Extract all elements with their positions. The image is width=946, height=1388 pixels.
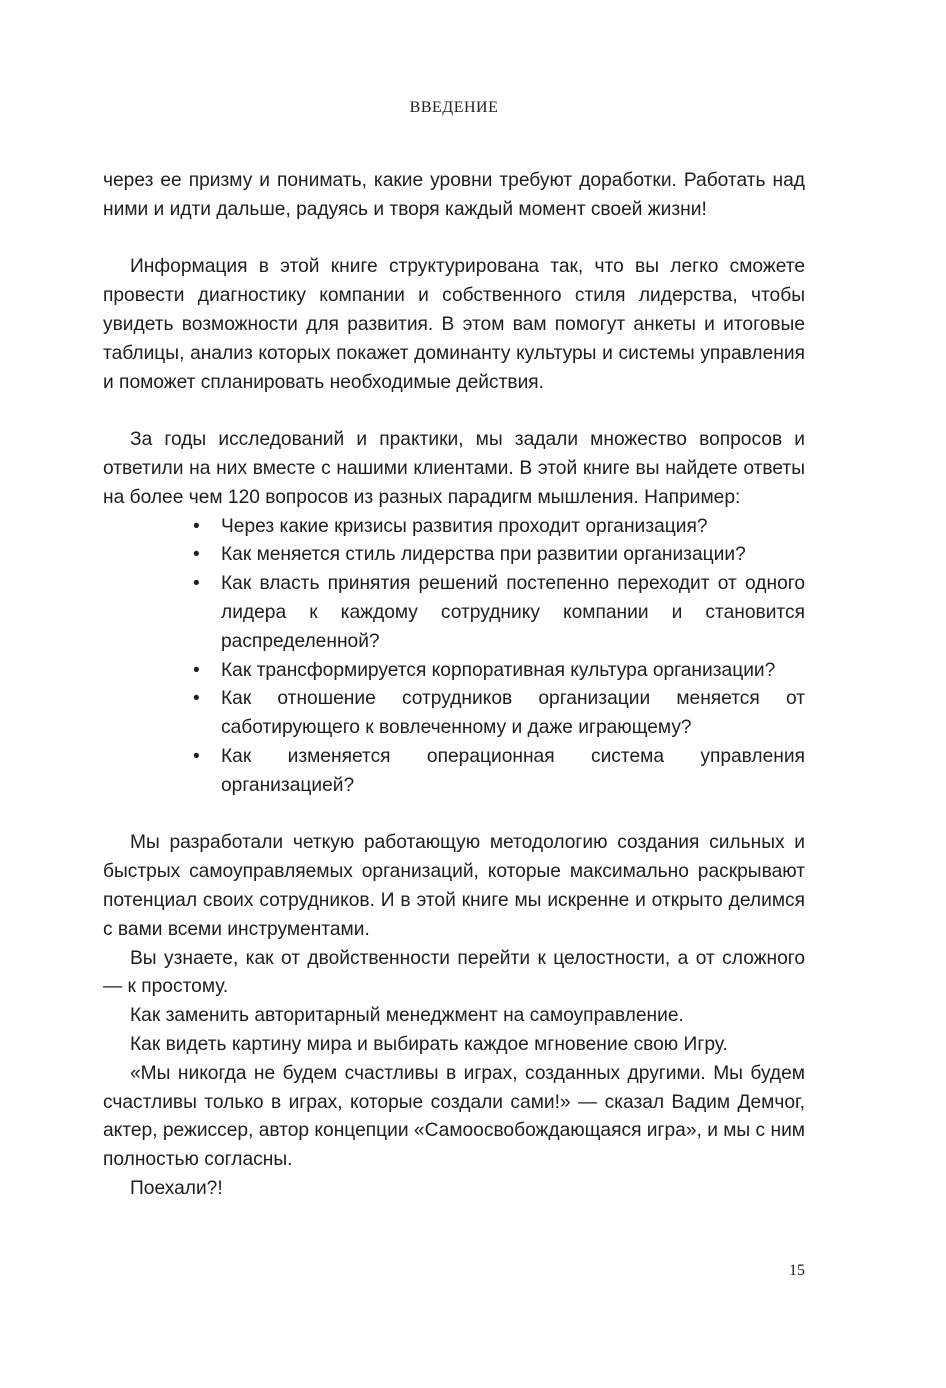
list-item-text: Как власть принятия решений постепенно переходит от одного лидера к каждому сотруднику компании и становится распределенной?: [221, 573, 805, 652]
paragraph: За годы исследований и практики, мы задали множество вопросов и ответили на них вместе с нашими клиентами. В этой книге вы найдете ответы на более чем 120 вопросов из разных парадигм мышления. Например:: [103, 429, 805, 508]
paragraph: «Мы никогда не будем счастливы в играх, созданных другими. Мы будем счастливы только в играх, которые создали сами!» — сказал Вадим Демчог, актер, режиссер, автор концепции «Самоосвобождающаяся игра», и мы с ним полностью согласны.: [103, 1062, 805, 1171]
list-item-text: Как изменяется операционная система управления организацией?: [221, 745, 805, 796]
list-item-text: Как трансформируется корпоративная культура организации?: [221, 659, 776, 681]
list-item-text: Как отношение сотрудников организации меняется от саботирующего к вовлеченному и даже играющему?: [221, 688, 805, 739]
bullet-icon: •: [193, 659, 200, 681]
bullet-icon: •: [193, 573, 200, 595]
bullet-icon: •: [193, 745, 200, 767]
paragraph: Мы разработали четкую работающую методологию создания сильных и быстрых самоуправляемых организаций, которые максимально раскрывают потенциал своих сотрудников. И в этой книге мы искренне и открыто делимся с вами всеми инструментами.: [103, 832, 805, 940]
paragraph: Поехали?!: [130, 1177, 223, 1199]
bullet-icon: •: [193, 688, 200, 710]
paragraph: через ее призму и понимать, какие уровни требуют доработки. Работать над ними и идти дальше, радуясь и творя каждый момент своей жизни!: [103, 170, 805, 220]
list-item: [193, 743, 805, 801]
page-body: [103, 167, 805, 1204]
running-head: ВВЕДЕНИЕ: [409, 99, 499, 116]
paragraph: Вы узнаете, как от двойственности перейти к целостности, а от сложного — к простому.: [103, 947, 805, 998]
paragraph: Информация в этой книге структурирована так, что вы легко сможете провести диагностику компании и собственного стиля лидерства, чтобы увидеть возможности для развития. В этом вам помогут анкеты и итоговые таблицы, анализ которых покажет доминанту культуры и системы управления и поможет спланировать необходимые действия.: [103, 256, 805, 393]
list-item-text: Как меняется стиль лидерства при развитии организации?: [221, 544, 746, 566]
paragraph-gap: [103, 801, 805, 830]
list-item: [193, 570, 805, 656]
page-number: 15: [789, 1262, 805, 1279]
question-list: [103, 513, 805, 801]
paragraph: Как заменить авторитарный менеджмент на самоуправление.: [130, 1005, 684, 1027]
bullet-icon: •: [193, 515, 200, 537]
list-item: [193, 657, 805, 686]
paragraph-gap: [103, 397, 805, 426]
list-item: [193, 513, 805, 542]
paragraph-gap: [103, 225, 805, 254]
list-item: [193, 541, 805, 570]
list-item: [193, 685, 805, 743]
bullet-icon: •: [193, 544, 200, 566]
list-item-text: Через какие кризисы развития проходит организация?: [221, 515, 708, 537]
paragraph: Как видеть картину мира и выбирать каждое мгновение свою Игру.: [130, 1033, 728, 1055]
